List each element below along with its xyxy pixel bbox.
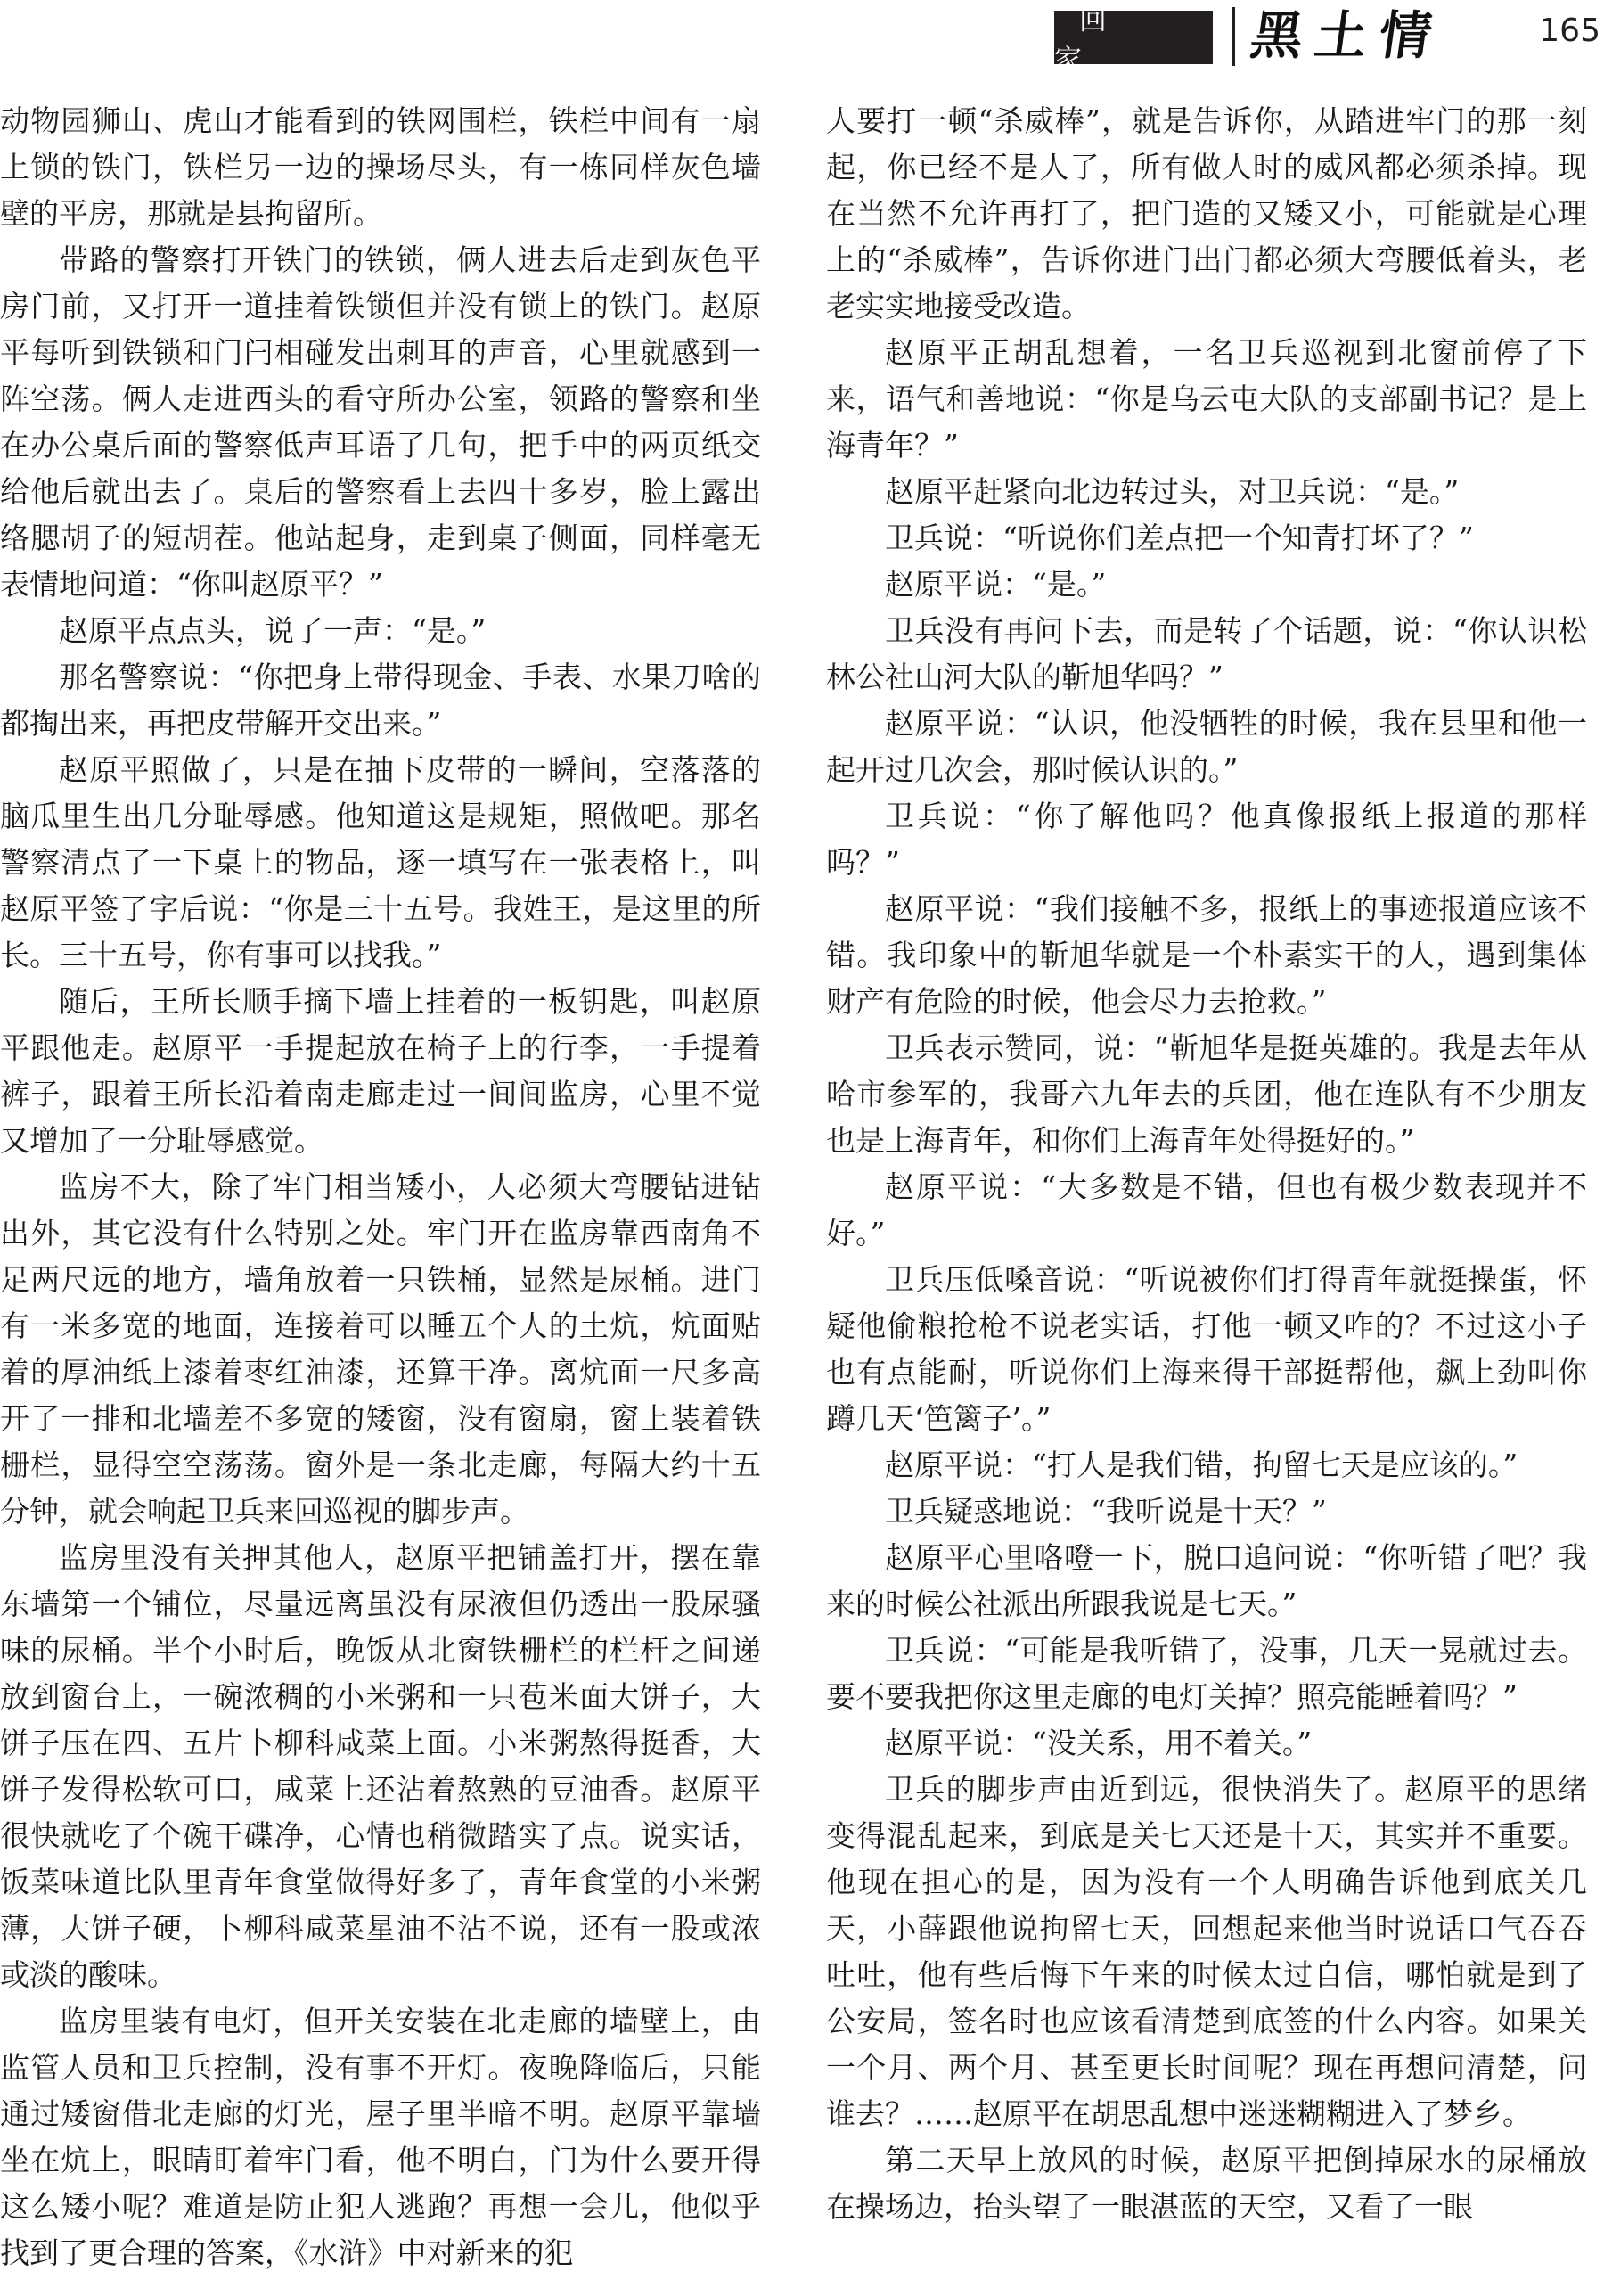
paragraph: 卫兵疑惑地说：“我听说是十天？” <box>885 1494 1327 1529</box>
paragraph: 卫兵说：“你了解他吗？他真像报纸上报道的那样吗？” <box>826 799 1587 880</box>
paragraph: 卫兵压低嗓音说：“听说被你们打得青年就挺操蛋，怀疑他偷粮抢枪不说老实话，打他一顿又咋的？不过这小子也有点能耐，听说你们上海来得干部挺帮他，飙上劲叫你蹲几天‘笆篱子’。” <box>826 1262 1587 1436</box>
paragraph: 卫兵说：“听说你们差点把一个知青打坏了？” <box>885 521 1474 555</box>
header-divider <box>1232 7 1235 66</box>
paragraph: 卫兵表示赞同，说：“靳旭华是挺英雄的。我是去年从哈市参军的，我哥六九年去的兵团，他在连队有不少朋友也是上海青年，和你们上海青年处得挺好的。” <box>826 1030 1587 1158</box>
paragraph: 动物园狮山、虎山才能看到的铁网围栏，铁栏中间有一扇上锁的铁门，铁栏另一边的操场尽头，有一栋同样灰色墙壁的平房，那就是县拘留所。 <box>0 103 761 231</box>
left-column <box>0 98 761 2276</box>
paragraph: 赵原平正胡乱想着，一名卫兵巡视到北窗前停了下来，语气和善地说：“你是乌云屯大队的支部副书记？是上海青年？” <box>826 335 1587 463</box>
paragraph: 第二天早上放风的时候，赵原平把倒掉尿水的尿桶放在操场边，抬头望了一眼湛蓝的天空，又看了一眼 <box>826 2143 1587 2224</box>
right-column <box>826 98 1587 2230</box>
paragraph: 带路的警察打开铁门的铁锁，俩人进去后走到灰色平房门前，又打开一道挂着铁锁但并没有锁上的铁门。赵原平每听到铁锁和门闩相碰发出刺耳的声音，心里就感到一阵空荡。俩人走进西头的看守所办公室，领路的警察和坐在办公桌后面的警察低声耳语了几句，把手中的两页纸交给他后就出去了。桌后的警察看上去四十多岁，脸上露出络腮胡子的短胡茬。他站起身，走到桌子侧面，同样毫无表情地问道：“你叫赵原平？” <box>0 242 761 602</box>
paragraph: 监房不大，除了牢门相当矮小，人必须大弯腰钻进钻出外，其它没有什么特别之处。牢门开在监房靠西南角不足两尺远的地方，墙角放着一只铁桶，显然是尿桶。进门有一米多宽的地面，连接着可以睡五个人的土炕，炕面贴着的厚油纸上漆着枣红油漆，还算干净。离炕面一尺多高开了一排和北墙差不多宽的矮窗，没有窗扇，窗上装着铁栅栏，显得空空荡荡。窗外是一条北走廊，每隔大约十五分钟，就会响起卫兵来回巡视的脚步声。 <box>0 1169 761 1529</box>
paragraph: 监房里没有关押其他人，赵原平把铺盖打开，摆在靠东墙第一个铺位，尽量远离虽没有尿液但仍透出一股尿骚味的尿桶。半个小时后，晚饭从北窗铁栅栏的栏杆之间递放到窗台上，一碗浓稠的小米粥和一只苞米面大饼子，大饼子压在四、五片卜柳科咸菜上面。小米粥熬得挺香，大饼子发得松软可口，咸菜上还沾着熬熟的豆油香。赵原平很快就吃了个碗干碟净，心情也稍微踏实了点。说实话，饭菜味道比队里青年食堂做得好多了，青年食堂的小米粥薄，大饼子硬，卜柳科咸菜星油不沾不说，还有一股或浓或淡的酸味。 <box>0 1540 761 1992</box>
paragraph: 赵原平说：“打人是我们错，拘留七天是应该的。” <box>885 1447 1518 1482</box>
paragraph: 卫兵的脚步声由近到远，很快消失了。赵原平的思绪变得混乱起来，到底是关七天还是十天，其实并不重要。他现在担心的是，因为没有一个人明确告诉他到底关几天，小薛跟他说拘留七天，回想起来他当时说话口气吞吞吐吐，他有些后悔下午来的时候太过自信，哪怕就是到了公安局，签名时也应该看清楚到底签的什么内容。如果关一个月、两个月、甚至更长时间呢？现在再想问清楚，问谁去？……赵原平在胡思乱想中迷迷糊糊进入了梦乡。 <box>826 1772 1587 2131</box>
paragraph: 赵原平赶紧向北边转过头，对卫兵说：“是。” <box>885 474 1460 509</box>
paragraph: 人要打一顿“杀威棒”，就是告诉你，从踏进牢门的那一刻起，你已经不是人了，所有做人时的威风都必须杀掉。现在当然不允许再打了，把门造的又矮又小，可能就是心理上的“杀威棒”，告诉你进门出门都必须大弯腰低着头，老老实实地接受改造。 <box>826 103 1587 324</box>
paragraph: 赵原平照做了，只是在抽下皮带的一瞬间，空落落的脑瓜里生出几分耻辱感。他知道这是规矩，照做吧。那名警察清点了一下桌上的物品，逐一填写在一张表格上，叫赵原平签了字后说：“你是三十五号。我姓王，是这里的所长。三十五号，你有事可以找我。” <box>0 752 761 972</box>
paragraph: 监房里装有电灯，但开关安装在北走廊的墙壁上，由监管人员和卫兵控制，没有事不开灯。夜晚降临后，只能通过矮窗借北走廊的灯光，屋子里半暗不明。赵原平靠墙坐在炕上，眼睛盯着牢门看，他不明白，门为什么要开得这么矮小呢？难道是防止犯人逃跑？再想一会儿，他似乎找到了更合理的答案，《水浒》中对新来的犯 <box>0 2004 761 2270</box>
paragraph: 赵原平点点头，说了一声：“是。” <box>59 613 487 648</box>
page-number: 165 <box>1539 12 1600 49</box>
paragraph: 随后，王所长顺手摘下墙上挂着的一板钥匙，叫赵原平跟他走。赵原平一手提起放在椅子上的行李，一手提着裤子，跟着王所长沿着南走廊走过一间间监房，心里不觉又增加了一分耻辱感觉。 <box>0 984 761 1158</box>
section-badge: 回 家 <box>1054 11 1213 64</box>
paragraph: 赵原平说：“我们接触不多，报纸上的事迹报道应该不错。我印象中的靳旭华就是一个朴素实干的人，遇到集体财产有危险的时候，他会尽力去抢救。” <box>826 891 1587 1019</box>
paragraph: 卫兵没有再问下去，而是转了个话题，说：“你认识松林公社山河大队的靳旭华吗？” <box>826 613 1587 694</box>
paragraph: 赵原平说：“认识，他没牺牲的时候，我在县里和他一起开过几次会，那时候认识的。” <box>826 706 1587 787</box>
paragraph: 那名警察说：“你把身上带得现金、手表、水果刀啥的都掏出来，再把皮带解开交出来。” <box>0 660 761 741</box>
magazine-logo: 黑土情 <box>1247 5 1448 66</box>
paragraph: 赵原平心里咯噔一下，脱口追问说：“你听错了吧？我来的时候公社派出所跟我说是七天。” <box>826 1540 1587 1621</box>
paragraph: 赵原平说：“大多数是不错，但也有极少数表现并不好。” <box>826 1169 1587 1250</box>
paragraph: 赵原平说：“是。” <box>885 567 1107 602</box>
paragraph: 卫兵说：“可能是我听错了，没事，几天一晃就过去。要不要我把你这里走廊的电灯关掉？照亮能睡着吗？” <box>826 1633 1587 1714</box>
paragraph: 赵原平说：“没关系，用不着关。” <box>885 1726 1313 1760</box>
page-header <box>0 0 1604 80</box>
